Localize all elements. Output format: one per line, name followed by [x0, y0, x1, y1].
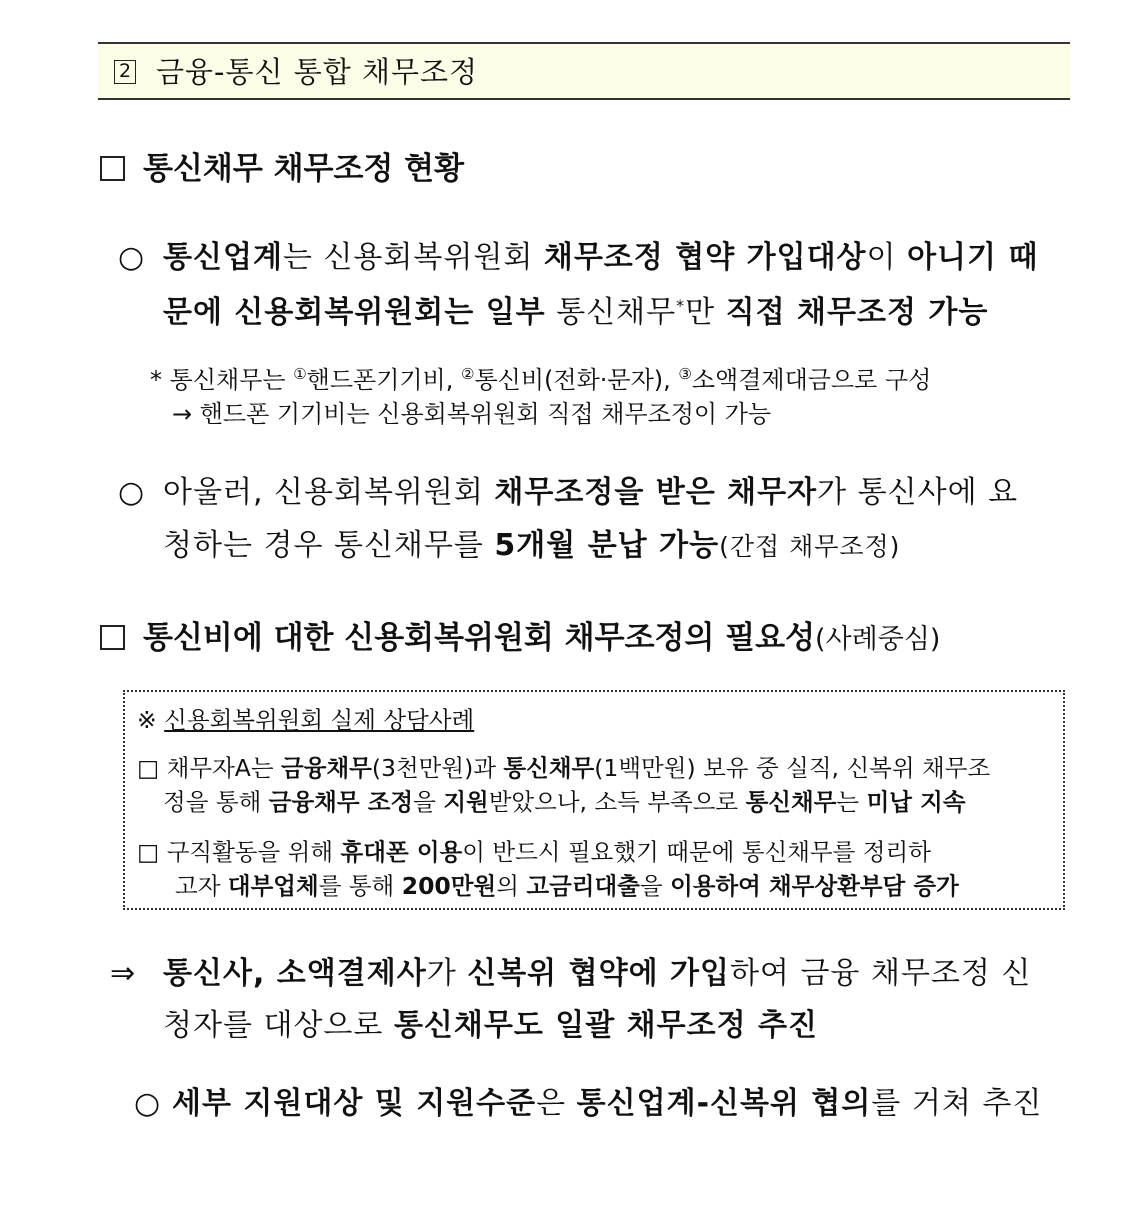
section-number: 2	[114, 60, 136, 84]
square-bullet-icon	[100, 625, 125, 650]
status-bullet-1-line-1: 통신업계는 신용회복위원회 채무조정 협약 가입대상이 아니기 때	[163, 240, 1039, 275]
footnote-line-1: * 통신채무는 ①핸드폰기기비, ②통신비(전화·문자), ③소액결제대금으로 구성	[150, 365, 932, 394]
implies-arrow-icon: ⇒	[110, 956, 137, 991]
circle-bullet-icon: ○	[134, 1086, 161, 1121]
case-study-box	[123, 690, 1065, 910]
footnote-line-2: → 핸드폰 기기비는 신용회복위원회 직접 채무조정이 가능	[172, 400, 772, 428]
necessity-heading: 통신비에 대한 신용회복위원회 채무조정의 필요성(사례중심)	[100, 619, 940, 659]
square-bullet-icon	[100, 156, 125, 181]
status-heading: 통신채무 채무조정 현황	[100, 150, 464, 188]
status-bullet-2-line-1: 아울러, 신용회복위원회 채무조정을 받은 채무자가 통신사에 요	[163, 475, 1019, 510]
case-item-2-line-2: 고자 대부업체를 통해 200만원의 고금리대출을 이용하여 채무상환부담 증가	[175, 872, 959, 900]
case-item-1-line-2: 정을 통해 금융채무 조정을 지원받았으나, 소득 부족으로 통신채무는 미납 지속	[163, 788, 966, 816]
section-header	[98, 42, 1070, 100]
detail-line: 세부 지원대상 및 지원수준은 통신업계-신복위 협의를 거쳐 추진	[172, 1086, 1043, 1121]
case-item-2-line-1: □ 구직활동을 위해 휴대폰 이용이 반드시 필요했기 때문에 통신채무를 정리하	[137, 838, 931, 866]
status-bullet-1-line-2: 문에 신용회복위원회는 일부 통신채무*만 직접 채무조정 가능	[163, 295, 989, 330]
case-title: ※ 신용회복위원회 실제 상담사례	[137, 706, 475, 734]
case-item-1-line-1: □ 채무자A는 금융채무(3천만원)과 통신채무(1백만원) 보유 중 실직, 신복위 채무조	[137, 754, 991, 782]
circle-bullet-icon: ○	[118, 240, 145, 275]
status-bullet-2-line-2: 청하는 경우 통신채무를 5개월 분납 가능(간접 채무조정)	[163, 528, 901, 563]
section-title: 금융-통신 통합 채무조정	[156, 55, 479, 89]
conclusion-line-1: 통신사, 소액결제사가 신복위 협약에 가입하여 금융 채무조정 신	[163, 956, 1032, 991]
conclusion-line-2: 청자를 대상으로 통신채무도 일괄 채무조정 추진	[163, 1008, 819, 1043]
circle-bullet-icon: ○	[118, 475, 145, 510]
